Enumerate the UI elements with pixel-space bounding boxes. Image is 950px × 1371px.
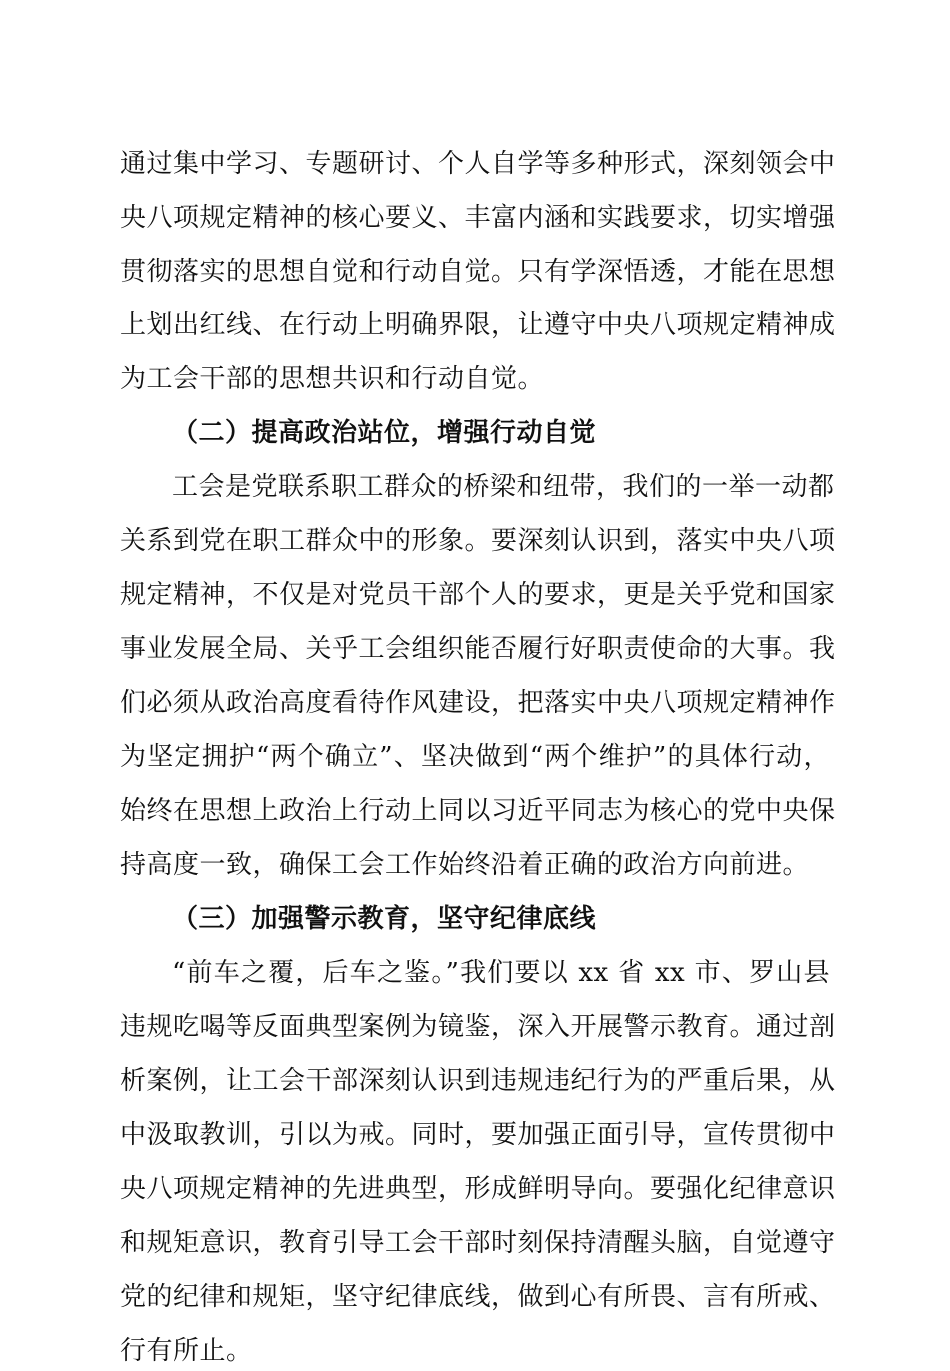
body-text-line: 事业发展全局、关乎工会组织能否履行好职责使命的大事。我 [120,634,836,664]
body-text-line: 为工会干部的思想共识和行动自觉。 [120,364,545,394]
body-text-line: 关系到党在职工群众中的形象。要深刻认识到，落实中央八项 [120,526,836,556]
body-text-line: 析案例，让工会干部深刻认识到违规违纪行为的严重后果，从 [120,1066,836,1096]
body-text-line: 行有所止。 [120,1336,253,1366]
body-text-line: 上划出红线、在行动上明确界限，让遵守中央八项规定精神成 [120,310,836,340]
paragraph-first-line: “前车之覆，后车之鉴。”我们要以 xx 省 xx 市、罗山县 [172,958,830,988]
body-text-line: 中汲取教训，引以为戒。同时，要加强正面引导，宣传贯彻中 [120,1120,836,1150]
paragraph-first-line: 工会是党联系职工群众的桥梁和纽带，我们的一举一动都 [172,472,835,502]
body-text-line: 违规吃喝等反面典型案例为镜鉴，深入开展警示教育。通过剖 [120,1012,836,1042]
body-text-line: 规定精神，不仅是对党员干部个人的要求，更是关乎党和国家 [120,580,836,610]
body-text-line: 通过集中学习、专题研讨、个人自学等多种形式，深刻领会中 [120,149,836,179]
body-text-line: 为坚定拥护“两个确立”、坚决做到“两个维护”的具体行动， [120,742,830,772]
body-text-line: 央八项规定精神的核心要义、丰富内涵和实践要求，切实增强 [120,203,836,233]
body-text-line: 贯彻落实的思想自觉和行动自觉。只有学深悟透，才能在思想 [120,257,836,287]
section-heading: （三）加强警示教育，坚守纪律底线 [172,904,597,934]
body-text-line: 央八项规定精神的先进典型，形成鲜明导向。要强化纪律意识 [120,1174,836,1204]
body-text-line: 党的纪律和规矩，坚守纪律底线，做到心有所畏、言有所戒、 [120,1282,836,1312]
body-text-line: 持高度一致，确保工会工作始终沿着正确的政治方向前进。 [120,850,810,880]
body-text-line: 始终在思想上政治上行动上同以习近平同志为核心的党中央保 [120,796,836,826]
section-heading: （二）提高政治站位，增强行动自觉 [172,418,597,448]
body-text-line: 和规矩意识，教育引导工会干部时刻保持清醒头脑，自觉遵守 [120,1228,836,1258]
body-text-line: 们必须从政治高度看待作风建设，把落实中央八项规定精神作 [120,688,836,718]
